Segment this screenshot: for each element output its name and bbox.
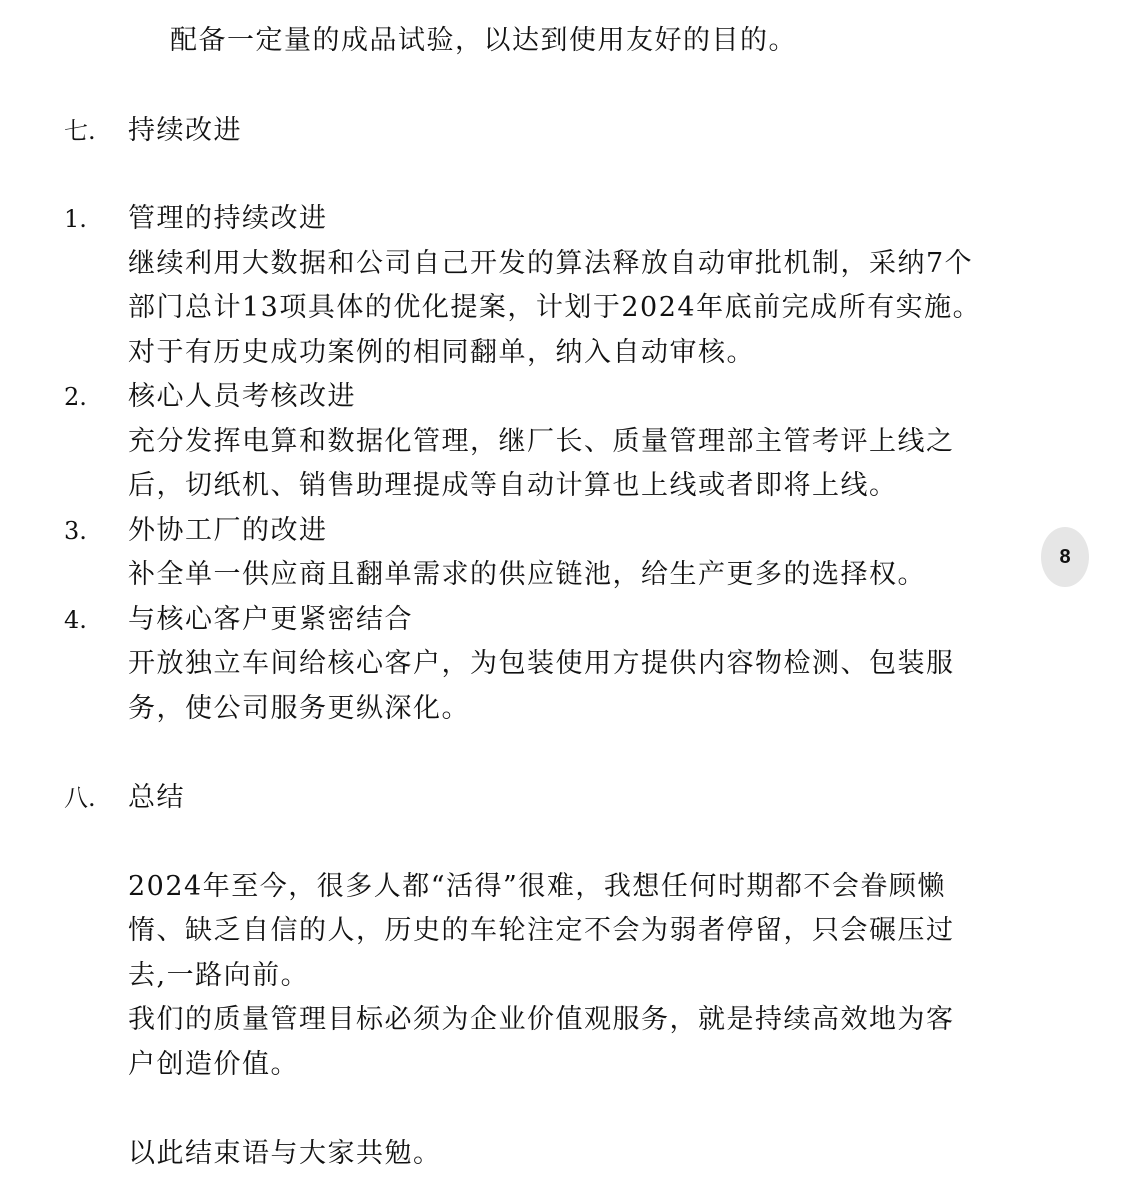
summary-para-2-line-1: 我们的质量管理目标必须为企业价值观服务，就是持续高效地为客 bbox=[128, 1004, 955, 1035]
summary-para-1-line-3: 去,一路向前。 bbox=[128, 960, 310, 991]
item-2-line-2: 后，切纸机、销售助理提成等自动计算也上线或者即将上线。 bbox=[128, 470, 898, 501]
item-1-heading: 管理的持续改进 bbox=[128, 203, 328, 234]
item-3-heading: 外协工厂的改进 bbox=[128, 515, 328, 546]
page-number-badge bbox=[1041, 527, 1089, 587]
item-1-number: 1. bbox=[64, 205, 87, 233]
item-1-line-2: 部门总计13项具体的优化提案，计划于2024年底前完成所有实施。 bbox=[128, 292, 982, 323]
page-number: 8 bbox=[1059, 545, 1071, 568]
item-1-line-3: 对于有历史成功案例的相同翻单，纳入自动审核。 bbox=[128, 337, 755, 368]
item-2-number: 2. bbox=[64, 383, 87, 411]
item-1-line-1: 继续利用大数据和公司自己开发的算法释放自动审批机制，采纳7个 bbox=[128, 248, 974, 279]
item-4-heading: 与核心客户更紧密结合 bbox=[128, 604, 413, 635]
summary-para-1-line-1: 2024年至今，很多人都“活得”很难，我想任何时期都不会眷顾懒 bbox=[128, 871, 946, 902]
item-3-number: 3. bbox=[64, 517, 87, 545]
section-7-title: 持续改进 bbox=[128, 115, 242, 146]
section-8-number: 八. bbox=[64, 784, 96, 812]
closing-line: 以此结束语与大家共勉。 bbox=[128, 1138, 442, 1169]
item-4-number: 4. bbox=[64, 606, 87, 634]
item-2-line-1: 充分发挥电算和数据化管理，继厂长、质量管理部主管考评上线之 bbox=[128, 426, 955, 457]
intro-line: 配备一定量的成品试验，以达到使用友好的目的。 bbox=[170, 25, 797, 56]
item-4-line-2: 务，使公司服务更纵深化。 bbox=[128, 693, 470, 724]
item-3-line-1: 补全单一供应商且翻单需求的供应链池，给生产更多的选择权。 bbox=[128, 559, 926, 590]
summary-para-2-line-2: 户创造价值。 bbox=[128, 1049, 299, 1080]
item-4-line-1: 开放独立车间给核心客户，为包装使用方提供内容物检测、包装服 bbox=[128, 648, 955, 679]
summary-para-1-line-2: 惰、缺乏自信的人，历史的车轮注定不会为弱者停留，只会碾压过 bbox=[128, 915, 955, 946]
section-7-number: 七. bbox=[64, 117, 96, 145]
section-8-title: 总结 bbox=[128, 782, 185, 813]
item-2-heading: 核心人员考核改进 bbox=[128, 381, 356, 412]
